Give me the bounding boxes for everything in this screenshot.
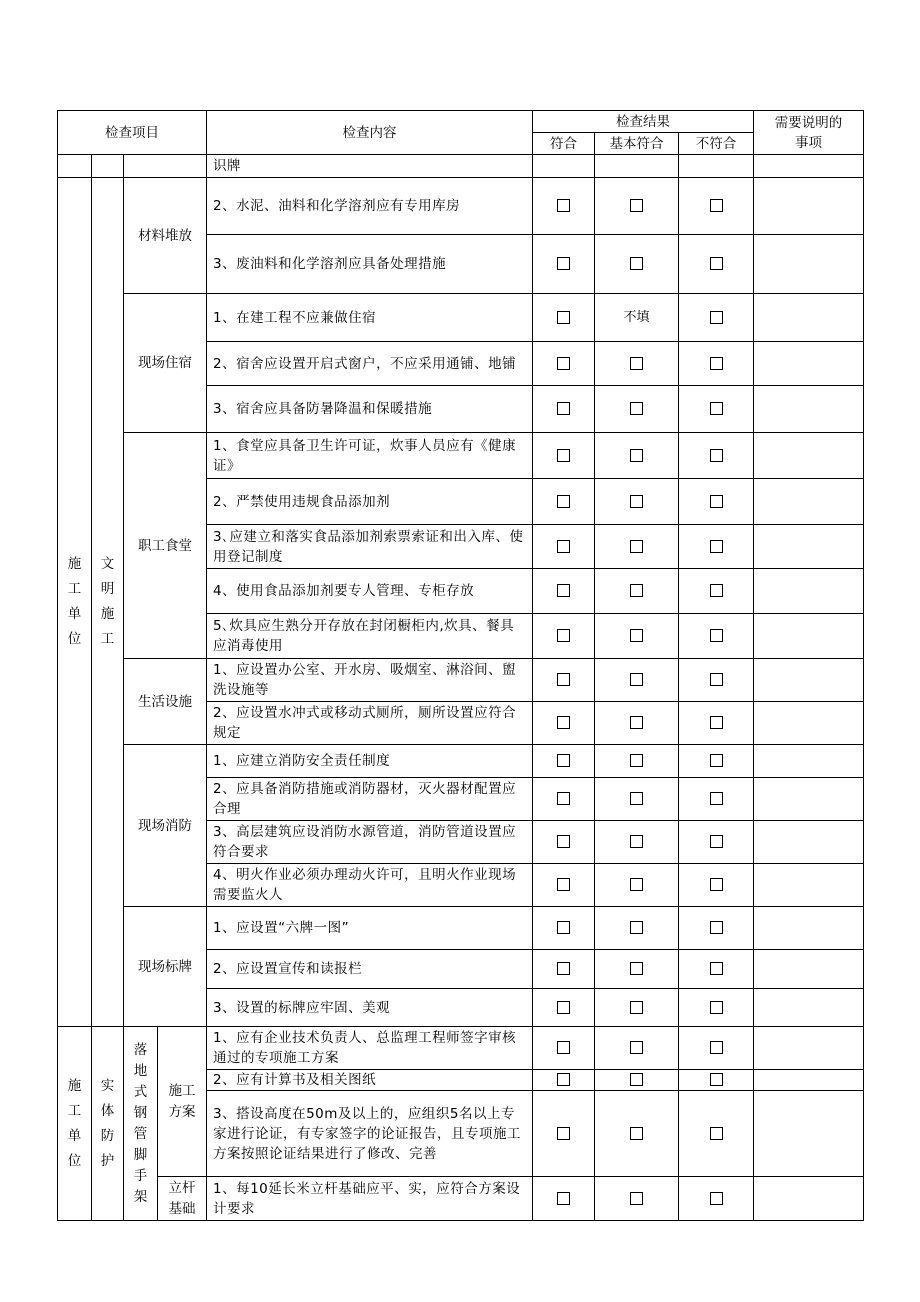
check-content: 4、使用食品添加剂要专人管理、专柜存放 — [207, 569, 533, 614]
checkbox-icon[interactable] — [710, 716, 723, 729]
check-basic-conform[interactable] — [595, 342, 679, 386]
check-nonconform[interactable] — [679, 433, 754, 479]
note-cell[interactable] — [754, 989, 864, 1027]
checkbox-icon[interactable] — [710, 1192, 723, 1205]
checkbox-icon[interactable] — [710, 495, 723, 508]
checkbox-icon[interactable] — [710, 962, 723, 975]
check-basic-conform[interactable] — [595, 702, 679, 745]
check-basic-conform[interactable] — [595, 778, 679, 821]
check-nonconform[interactable] — [679, 950, 754, 989]
check-conform[interactable] — [533, 907, 595, 950]
check-nonconform[interactable] — [679, 907, 754, 950]
check-nonconform[interactable] — [679, 614, 754, 659]
empty-cell — [533, 155, 595, 178]
category-cell: 材料堆放 — [124, 178, 207, 294]
check-content: 3、废油料和化学溶剂应具备处理措施 — [207, 235, 533, 294]
checkbox-icon[interactable] — [630, 257, 643, 270]
header-nonconform: 不符合 — [679, 133, 754, 155]
note-cell[interactable] — [754, 569, 864, 614]
check-content: 2、宿舍应设置开启式窗户，不应采用通铺、地铺 — [207, 342, 533, 386]
checkbox-icon[interactable] — [557, 449, 570, 462]
category-cell: 生活设施 — [124, 659, 207, 745]
note-cell[interactable] — [754, 745, 864, 778]
checkbox-icon[interactable] — [630, 495, 643, 508]
checkbox-icon[interactable] — [630, 584, 643, 597]
check-conform[interactable] — [533, 1070, 595, 1091]
check-conform[interactable] — [533, 745, 595, 778]
checkbox-icon[interactable] — [557, 1001, 570, 1014]
checkbox-icon[interactable] — [710, 1127, 723, 1140]
header-note-line2: 事项 — [795, 134, 823, 151]
check-nonconform[interactable] — [679, 1177, 754, 1221]
check-nonconform[interactable] — [679, 745, 754, 778]
check-conform[interactable] — [533, 1177, 595, 1221]
note-cell[interactable] — [754, 907, 864, 950]
check-conform[interactable] — [533, 433, 595, 479]
check-nonconform[interactable] — [679, 1027, 754, 1070]
checkbox-icon[interactable] — [630, 921, 643, 934]
check-content: 2、应设置宣传和读报栏 — [207, 950, 533, 989]
checkbox-icon[interactable] — [557, 754, 570, 767]
check-conform[interactable] — [533, 1027, 595, 1070]
checkbox-icon[interactable] — [710, 1041, 723, 1054]
category-cell: 职工食堂 — [124, 433, 207, 659]
check-content: 3、搭设高度在50m及以上的，应组织5名以上专家进行论证，有专家签字的论证报告，且专项施工方案按照论证结果进行了修改、完善 — [207, 1091, 533, 1177]
checkbox-icon[interactable] — [710, 402, 723, 415]
check-basic-conform[interactable] — [595, 1027, 679, 1070]
check-basic-conform[interactable] — [595, 1070, 679, 1091]
check-basic-conform[interactable] — [595, 745, 679, 778]
checkbox-icon[interactable] — [557, 199, 570, 212]
checkbox-icon[interactable] — [557, 1041, 570, 1054]
checkbox-icon[interactable] — [557, 257, 570, 270]
check-nonconform[interactable] — [679, 821, 754, 864]
empty-cell — [58, 155, 92, 178]
checkbox-icon[interactable] — [710, 257, 723, 270]
category-cell: 现场消防 — [124, 745, 207, 907]
check-conform[interactable] — [533, 569, 595, 614]
note-cell[interactable] — [754, 525, 864, 569]
check-content: 1、食堂应具备卫生许可证，炊事人员应有《健康证》 — [207, 433, 533, 479]
sub-category-cell — [92, 178, 124, 1027]
checkbox-icon[interactable] — [710, 629, 723, 642]
note-cell[interactable] — [754, 702, 864, 745]
check-nonconform[interactable] — [679, 1091, 754, 1177]
checkbox-icon[interactable] — [710, 311, 723, 324]
checkbox-icon[interactable] — [710, 878, 723, 891]
category-cell — [124, 1027, 158, 1221]
inspection-table — [57, 110, 864, 1221]
category-cell-text: 落地式钢管脚手架 — [133, 1041, 148, 1205]
checkbox-icon[interactable] — [710, 199, 723, 212]
checkbox-icon[interactable] — [557, 792, 570, 805]
checkbox-icon[interactable] — [630, 199, 643, 212]
empty-cell — [92, 155, 124, 178]
check-conform[interactable] — [533, 702, 595, 745]
check-conform[interactable] — [533, 525, 595, 569]
check-nonconform[interactable] — [679, 659, 754, 702]
check-nonconform[interactable] — [679, 294, 754, 342]
checkbox-icon[interactable] — [630, 878, 643, 891]
check-content: 4、明火作业必须办理动火许可，且明火作业现场需要监火人 — [207, 864, 533, 907]
check-conform[interactable] — [533, 342, 595, 386]
checkbox-icon[interactable] — [630, 1127, 643, 1140]
unit-cell-text: 施工单位 — [67, 556, 82, 647]
check-content: 2、应有计算书及相关图纸 — [207, 1070, 533, 1091]
check-basic-conform[interactable] — [595, 235, 679, 294]
header-note-line1: 需要说明的 — [774, 114, 843, 131]
note-cell[interactable] — [754, 1177, 864, 1221]
note-cell[interactable] — [754, 778, 864, 821]
check-nonconform[interactable] — [679, 479, 754, 525]
checkbox-icon[interactable] — [710, 449, 723, 462]
check-conform[interactable] — [533, 950, 595, 989]
sub-category-cell-text: 文明施工 — [100, 556, 115, 647]
sub-category-cell-text: 实体防护 — [100, 1077, 115, 1169]
checkbox-icon[interactable] — [557, 1192, 570, 1205]
category-cell: 现场住宿 — [124, 294, 207, 433]
unit-cell-text: 施工单位 — [67, 1077, 82, 1169]
note-cell[interactable] — [754, 433, 864, 479]
check-basic-conform[interactable] — [595, 1091, 679, 1177]
checkbox-icon[interactable] — [710, 921, 723, 934]
note-cell[interactable] — [754, 614, 864, 659]
check-content: 1、应有企业技术负责人、总监理工程师签字审核通过的专项施工方案 — [207, 1027, 533, 1070]
note-cell[interactable] — [754, 178, 864, 235]
check-basic-conform[interactable] — [595, 864, 679, 907]
checkbox-icon[interactable] — [557, 311, 570, 324]
note-cell[interactable] — [754, 950, 864, 989]
checkbox-icon[interactable] — [710, 754, 723, 767]
checkbox-icon[interactable] — [557, 716, 570, 729]
check-content: 3、高层建筑应设消防水源管道，消防管道设置应符合要求 — [207, 821, 533, 864]
check-content: 3、宿舍应具备防暑降温和保暖措施 — [207, 386, 533, 433]
check-nonconform[interactable] — [679, 864, 754, 907]
note-cell[interactable] — [754, 479, 864, 525]
note-cell[interactable] — [754, 1091, 864, 1177]
checkbox-icon[interactable] — [710, 1001, 723, 1014]
checkbox-icon[interactable] — [630, 962, 643, 975]
check-content: 3、设置的标牌应牢固、美观 — [207, 989, 533, 1027]
check-basic-conform[interactable] — [595, 479, 679, 525]
check-conform[interactable] — [533, 386, 595, 433]
checkbox-icon[interactable] — [710, 357, 723, 370]
header-item: 检查项目 — [58, 111, 207, 155]
empty-cell — [595, 155, 679, 178]
category-cell: 现场标牌 — [124, 907, 207, 1027]
note-cell[interactable] — [754, 864, 864, 907]
checkbox-icon[interactable] — [557, 495, 570, 508]
check-content: 2、应设置水冲式或移动式厕所，厕所设置应符合规定 — [207, 702, 533, 745]
checkbox-icon[interactable] — [710, 673, 723, 686]
check-basic-conform[interactable] — [595, 178, 679, 235]
checkbox-icon[interactable] — [710, 835, 723, 848]
empty-cell — [754, 155, 864, 178]
checkbox-icon[interactable] — [630, 1073, 643, 1086]
checkbox-icon[interactable] — [557, 540, 570, 553]
empty-cell — [679, 155, 754, 178]
check-basic-conform[interactable] — [595, 525, 679, 569]
checkbox-icon[interactable] — [630, 835, 643, 848]
checkbox-icon[interactable] — [557, 878, 570, 891]
check-nonconform[interactable] — [679, 778, 754, 821]
check-content: 2、应具备消防措施或消防器材，灭火器材配置应合理 — [207, 778, 533, 821]
checkbox-icon[interactable] — [557, 357, 570, 370]
checkbox-icon[interactable] — [557, 835, 570, 848]
check-nonconform[interactable] — [679, 569, 754, 614]
sub-group-text: 施工方案 — [168, 1082, 196, 1120]
note-cell[interactable] — [754, 294, 864, 342]
checkbox-icon[interactable] — [557, 1127, 570, 1140]
checkbox-icon[interactable] — [710, 584, 723, 597]
checkbox-icon[interactable] — [557, 584, 570, 597]
check-content: 1、每10延长米立杆基础应平、实，应符合方案设计要求 — [207, 1177, 533, 1221]
check-content: 1、应建立消防安全责任制度 — [207, 745, 533, 778]
check-nonconform[interactable] — [679, 386, 754, 433]
check-basic-conform[interactable] — [595, 433, 679, 479]
check-content: 2、严禁使用违规食品添加剂 — [207, 479, 533, 525]
check-nonconform[interactable] — [679, 342, 754, 386]
checkbox-icon[interactable] — [557, 629, 570, 642]
check-conform[interactable] — [533, 235, 595, 294]
note-cell[interactable] — [754, 235, 864, 294]
check-nonconform[interactable] — [679, 235, 754, 294]
check-nonconform[interactable] — [679, 525, 754, 569]
note-cell[interactable] — [754, 1070, 864, 1091]
check-content: 2、水泥、油料和化学溶剂应有专用库房 — [207, 178, 533, 235]
check-conform[interactable] — [533, 778, 595, 821]
header-result: 检查结果 — [533, 111, 754, 133]
check-content: 5､炊具应生熟分开存放在封闭橱柜内,炊具、餐具应消毒使用 — [207, 614, 533, 659]
sub-group-cell — [158, 1027, 207, 1177]
checkbox-icon[interactable] — [630, 1001, 643, 1014]
checkbox-icon[interactable] — [710, 792, 723, 805]
continuation-text: 识牌 — [207, 155, 533, 178]
note-cell[interactable] — [754, 821, 864, 864]
checkbox-icon[interactable] — [630, 716, 643, 729]
check-content: 1、应设置办公室、开水房、吸烟室、淋浴间、盥洗设施等 — [207, 659, 533, 702]
check-basic-conform[interactable] — [595, 1177, 679, 1221]
sub-category-cell — [92, 1027, 124, 1221]
sub-group-cell — [158, 1177, 207, 1221]
check-basic-conform[interactable] — [595, 989, 679, 1027]
checkbox-icon[interactable] — [557, 921, 570, 934]
checkbox-icon[interactable] — [630, 1192, 643, 1205]
sub-group-text: 立杆基础 — [168, 1179, 196, 1217]
check-conform[interactable] — [533, 178, 595, 235]
check-conform[interactable] — [533, 659, 595, 702]
header-conform: 符合 — [533, 133, 595, 155]
check-basic-conform[interactable] — [595, 659, 679, 702]
check-conform[interactable] — [533, 989, 595, 1027]
checkbox-icon[interactable] — [710, 1073, 723, 1086]
checkbox-icon[interactable] — [557, 402, 570, 415]
check-nonconform[interactable] — [679, 702, 754, 745]
note-cell[interactable] — [754, 386, 864, 433]
check-basic-conform[interactable] — [595, 950, 679, 989]
check-conform[interactable] — [533, 821, 595, 864]
check-content: 3､应建立和落实食品添加剂索票索证和出入库、使用登记制度 — [207, 525, 533, 569]
checkbox-icon[interactable] — [630, 357, 643, 370]
checkbox-icon[interactable] — [557, 673, 570, 686]
check-conform[interactable] — [533, 614, 595, 659]
checkbox-icon[interactable] — [557, 962, 570, 975]
header-basic-conform: 基本符合 — [595, 133, 679, 155]
unit-cell — [58, 178, 92, 1027]
check-basic-conform[interactable] — [595, 569, 679, 614]
note-cell[interactable] — [754, 1027, 864, 1070]
empty-cell — [124, 155, 207, 178]
checkbox-icon[interactable] — [557, 1073, 570, 1086]
check-nonconform[interactable] — [679, 178, 754, 235]
unit-cell — [58, 1027, 92, 1221]
check-conform[interactable] — [533, 1091, 595, 1177]
check-conform[interactable] — [533, 864, 595, 907]
checkbox-icon[interactable] — [630, 540, 643, 553]
check-basic-conform[interactable] — [595, 614, 679, 659]
check-basic-conform[interactable]: 不填 — [595, 294, 679, 342]
check-nonconform[interactable] — [679, 1070, 754, 1091]
check-basic-conform[interactable] — [595, 907, 679, 950]
check-nonconform[interactable] — [679, 989, 754, 1027]
checkbox-icon[interactable] — [630, 754, 643, 767]
checkbox-icon[interactable] — [630, 402, 643, 415]
check-basic-conform[interactable] — [595, 821, 679, 864]
checkbox-icon[interactable] — [630, 792, 643, 805]
checkbox-icon[interactable] — [630, 449, 643, 462]
note-cell[interactable] — [754, 342, 864, 386]
checkbox-icon[interactable] — [710, 540, 723, 553]
checkbox-icon[interactable] — [630, 629, 643, 642]
check-content: 1、在建工程不应兼做住宿 — [207, 294, 533, 342]
header-note — [754, 111, 864, 155]
note-cell[interactable] — [754, 659, 864, 702]
check-basic-conform[interactable] — [595, 386, 679, 433]
header-content: 检查内容 — [207, 111, 533, 155]
check-conform[interactable] — [533, 479, 595, 525]
check-conform[interactable] — [533, 294, 595, 342]
checkbox-icon[interactable] — [630, 1041, 643, 1054]
checkbox-icon[interactable] — [630, 673, 643, 686]
check-content: 1、应设置“六牌一图” — [207, 907, 533, 950]
